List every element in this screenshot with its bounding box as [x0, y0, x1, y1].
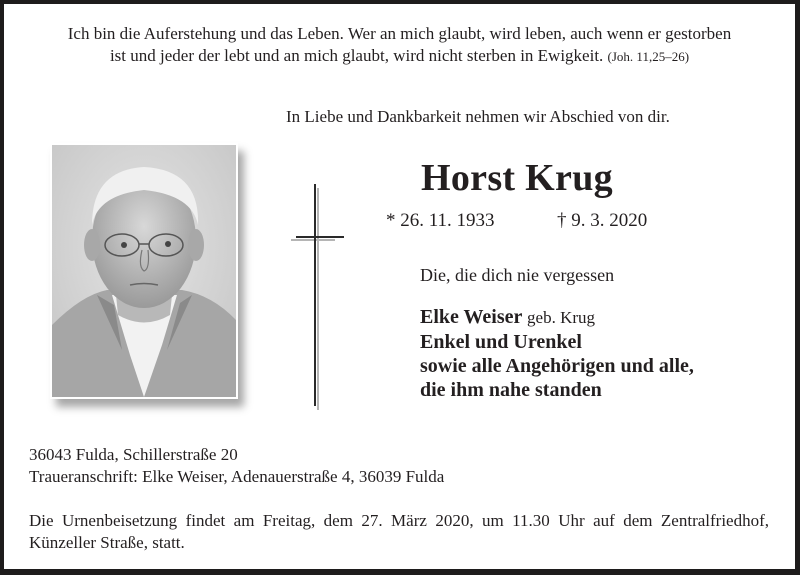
home-address: 36043 Fulda, Schillerstraße 20 [29, 445, 238, 464]
bible-verse [4, 23, 795, 68]
verse-line-2 [4, 45, 795, 68]
mourner-maiden-name: geb. Krug [527, 308, 596, 327]
cross-shadow-horizontal [291, 239, 335, 241]
mourner-line-2: Enkel und Urenkel [420, 331, 582, 353]
cross-horizontal [296, 236, 344, 238]
mourner-line-4: die ihm nahe standen [420, 379, 602, 401]
mourners-intro: Die, die dich nie vergessen [420, 265, 615, 285]
cross-shadow-vertical [317, 188, 319, 410]
portrait-photo [52, 145, 236, 397]
funeral-service-info: Die Urnenbeisetzung findet am Freitag, dem 27. März 2020, um 11.30 Uhr auf dem Zentralfriedhof, Künzeller Straße, statt. [29, 511, 769, 552]
portrait-image-icon [52, 145, 236, 397]
address-block [29, 444, 444, 488]
obituary-notice [4, 4, 795, 569]
death-date: † 9. 3. 2020 [557, 210, 648, 231]
mourning-address: Traueranschrift: Elke Weiser, Adenauerstraße 4, 36039 Fulda [29, 467, 445, 486]
mourner-name: Elke Weiser [420, 306, 523, 328]
farewell-text: In Liebe und Dankbarkeit nehmen wir Abschied von dir. [286, 107, 670, 126]
verse-line-2-text: ist und jeder der lebt und an mich glaubt, wird nicht sterben in Ewigkeit. [109, 46, 604, 65]
mourners-list [420, 305, 694, 402]
mourner-line-1 [420, 305, 694, 330]
verse-line-1: Ich bin die Auferstehung und das Leben. Wer an mich glaubt, wird leben, auch wenn er gestorben [67, 24, 732, 43]
cross-vertical [314, 184, 316, 406]
verse-reference: (Joh. 11,25–26) [607, 49, 690, 64]
birth-date: * 26. 11. 1933 [386, 210, 495, 231]
mourner-line-3: sowie alle Angehörigen und alle, [420, 355, 694, 377]
deceased-name: Horst Krug [421, 157, 613, 199]
portrait-photo-frame [50, 143, 238, 399]
